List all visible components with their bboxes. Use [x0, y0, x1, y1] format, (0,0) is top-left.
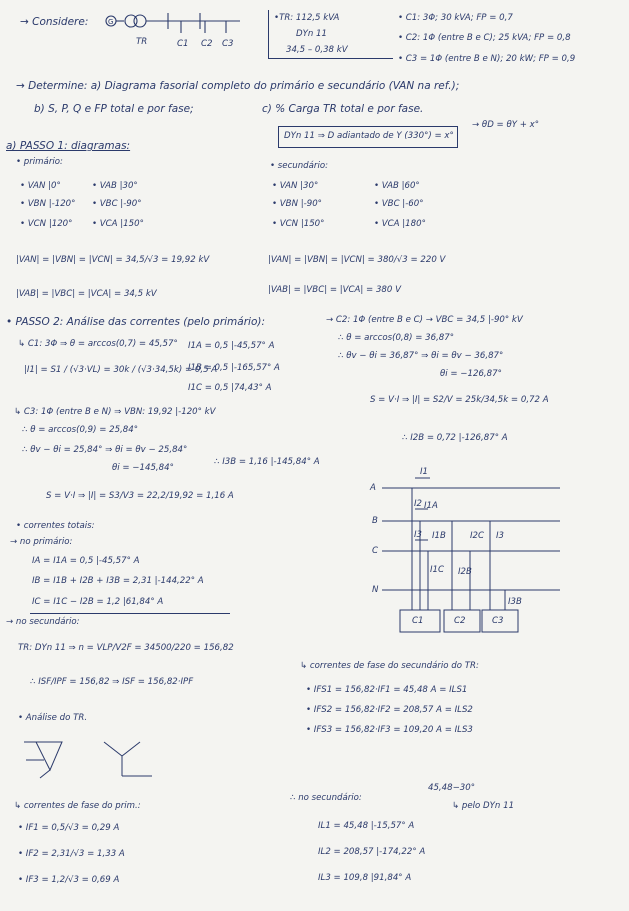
tr-spec-1: •TR: 112,5 kVA	[274, 13, 340, 23]
c1-result-b: I1B = 0,5 |-165,57° A	[188, 363, 280, 373]
fase-prim-3: • IF3 = 1,2/√3 = 0,69 A	[18, 875, 120, 885]
sec-final-il3: IL3 = 109,8 |91,84° A	[318, 873, 412, 883]
sec-final-title: ∴ no secundário:	[290, 793, 362, 803]
tr-analysis-title: • Análise do TR.	[18, 713, 88, 723]
c1-calc: |I1| = S1 / (√3·VL) = 30k / (√3·34,5k) = 0,5 A	[24, 365, 218, 375]
sec-final-note2: ↳ pelo DYn 11	[452, 801, 515, 811]
c3-diff: ∴ θv − θi = 25,84° ⇒ θi = θv − 25,84°	[22, 445, 188, 455]
current-i1a: I1A	[424, 501, 438, 511]
secundario-title: • secundário:	[270, 161, 328, 171]
prim-van: • VAN |0°	[20, 181, 61, 191]
prim-vbn: • VBN |-120°	[20, 199, 76, 209]
dyn-note: DYn 11 ⇒ D adiantado de Y (330°) = x°	[284, 131, 454, 141]
tr-ratio: TR: DYn 11 ⇒ n = VLP/V2F = 34500/220 = 156,82	[18, 643, 234, 653]
load-box-c2: C2	[454, 616, 466, 626]
load-c3: • C3 = 1Φ (entre B e N); 20 kW; FP = 0,9	[398, 54, 576, 64]
considere-label: → Considere:	[20, 16, 89, 28]
bus-b: B	[372, 516, 378, 526]
sec-vcn: • VCN |150°	[272, 219, 325, 229]
prim-vab: • VAB |30°	[92, 181, 138, 191]
current-i1b: I1B	[432, 531, 446, 541]
fase-prim-title: ↳ correntes de fase do prim.:	[14, 801, 141, 811]
load-box-c3: C3	[492, 616, 504, 626]
current-i1c: I1C	[430, 565, 445, 575]
task-line-a: → Determine: a) Diagrama fasorial completo do primário e secundário (VAN na ref.);	[16, 80, 460, 92]
passo1-title: a) PASSO 1: diagramas:	[6, 140, 131, 152]
c2-diff: ∴ θv − θi = 36,87° ⇒ θi = θv − 36,87°	[338, 351, 504, 361]
total-ic: IC = I1C − I2B = 1,2 |61,84° A	[32, 597, 164, 607]
tr-current: ∴ ISF/IPF = 156,82 ⇒ ISF = 156,82·IPF	[30, 677, 194, 687]
sec-vab: • VAB |60°	[374, 181, 420, 191]
prim-vcn: • VCN |120°	[20, 219, 73, 229]
prim-vca: • VCA |150°	[92, 219, 144, 229]
current-i2b: I2B	[458, 567, 472, 577]
sec-vca: • VCA |180°	[374, 219, 426, 229]
fase-prim-2: • IF2 = 2,31/√3 = 1,33 A	[18, 849, 125, 859]
sec-mag-phase: |VAN| = |VBN| = |VCN| = 380/√3 = 220 V	[268, 255, 446, 265]
c1-result-a: I1A = 0,5 |-45,57° A	[188, 341, 275, 351]
load-c1: • C1: 3Φ; 30 kVA; FP = 0,7	[398, 13, 513, 23]
current-i1: I1	[420, 467, 429, 477]
c2-result: ∴ I2B = 0,72 |-126,87° A	[402, 433, 508, 443]
current-i2c: I2C	[470, 531, 485, 541]
tr-spec-3: 34,5 – 0,38 kV	[286, 45, 348, 55]
tr-spec-2: DYn 11	[296, 29, 327, 39]
label-c3: C3	[222, 39, 234, 49]
c2-calc: S = V·I ⇒ |I| = S2/V = 25k/34,5k = 0,72 A	[370, 395, 549, 405]
prim-vbc: • VBC |-90°	[92, 199, 142, 209]
fase-sec-1: • IFS1 = 156,82·IF1 = 45,48 A = ILS1	[306, 685, 468, 695]
task-line-c: c) % Carga TR total e por fase.	[262, 103, 424, 115]
prim-mag-line: |VAB| = |VBC| = |VCA| = 34,5 kV	[16, 289, 157, 299]
sec-final-note: 45,48−30°	[428, 783, 476, 793]
load-c2: • C2: 1Φ (entre B e C); 25 kVA; FP = 0,8	[398, 33, 571, 43]
svg-text:G: G	[108, 18, 114, 26]
bus-n: N	[372, 585, 379, 595]
c1-line: ↳ C1: 3Φ ⇒ θ = arccos(0,7) = 45,57°	[18, 339, 178, 349]
label-c2: C2	[201, 39, 213, 49]
c3-thetai: θi = −145,84°	[112, 463, 174, 473]
current-i2: I2	[414, 499, 423, 509]
passo2-title: • PASSO 2: Análise das correntes (pelo primário):	[6, 316, 266, 328]
c2-thetai: θi = −126,87°	[440, 369, 502, 379]
sec-vbc: • VBC |-60°	[374, 199, 424, 209]
fase-sec-3: • IFS3 = 156,82·IF3 = 109,20 A = ILS3	[306, 725, 473, 735]
c3-theta: ∴ θ = arccos(0,9) = 25,84°	[22, 425, 139, 435]
fase-sec-2: • IFS2 = 156,82·IF2 = 208,57 A = ILS2	[306, 705, 473, 715]
current-i3: I3	[414, 530, 423, 540]
sec-totals-title: → no secundário:	[6, 617, 80, 627]
totals-underline	[30, 613, 230, 614]
label-c1: C1	[177, 39, 189, 49]
bus-c: C	[372, 546, 379, 556]
sec-vbn: • VBN |-90°	[272, 199, 322, 209]
current-i3-branch: I3	[496, 531, 505, 541]
fase-sec-title: ↳ correntes de fase do secundário do TR:	[300, 661, 479, 671]
sec-van: • VAN |30°	[272, 181, 319, 191]
sec-mag-line: |VAB| = |VBC| = |VCA| = 380 V	[268, 285, 401, 295]
label-tr: TR	[136, 37, 148, 47]
c1-result-c: I1C = 0,5 |74,43° A	[188, 383, 272, 393]
theta-note: → θD = θY + x°	[472, 120, 540, 130]
totais-title: • correntes totais:	[16, 521, 95, 531]
task-line-b: b) S, P, Q e FP total e por fase;	[34, 103, 194, 115]
c3-result: ∴ I3B = 1,16 |-145,84° A	[214, 457, 320, 467]
load-box-c1: C1	[412, 616, 424, 626]
c2-theta: ∴ θ = arccos(0,8) = 36,87°	[338, 333, 455, 343]
sec-final-il1: IL1 = 45,48 |-15,57° A	[318, 821, 415, 831]
current-i3b: I3B	[508, 597, 522, 607]
total-ib: IB = I1B + I2B + I3B = 2,31 |-144,22° A	[32, 576, 204, 586]
primario-title: • primário:	[16, 157, 63, 167]
c2-line: → C2: 1Φ (entre B e C) → VBC = 34,5 |-90° kV	[326, 315, 523, 325]
c3-calc: S = V·I ⇒ |I| = S3/V3 = 22,2/19,92 = 1,16 A	[46, 491, 234, 501]
c3-line: ↳ C3: 1Φ (entre B e N) ⇒ VBN: 19,92 |-120° kV	[14, 407, 216, 417]
bus-a: A	[370, 483, 376, 493]
total-ia: IA = I1A = 0,5 |-45,57° A	[32, 556, 140, 566]
sec-final-il2: IL2 = 208,57 |-174,22° A	[318, 847, 426, 857]
prim-mag-phase: |VAN| = |VBN| = |VCN| = 34,5/√3 = 19,92 kV	[16, 255, 210, 265]
fase-prim-1: • IF1 = 0,5/√3 = 0,29 A	[18, 823, 120, 833]
prim-totals-title: → no primário:	[10, 537, 73, 547]
